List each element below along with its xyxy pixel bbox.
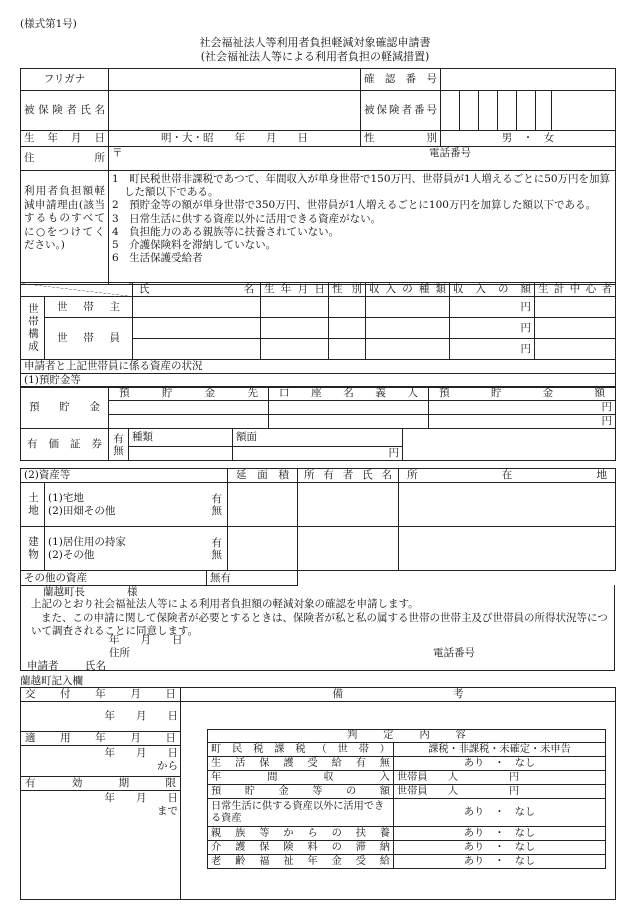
judgment-value[interactable]: 世帯員 人 円: [394, 785, 606, 799]
member-sex[interactable]: [329, 339, 366, 360]
col-income-amount: 収入の額: [450, 283, 535, 297]
head-birth[interactable]: [261, 297, 329, 318]
col-sex: 性別: [329, 283, 366, 297]
head-name[interactable]: [133, 297, 261, 318]
household-table: [20, 282, 616, 388]
amount-field[interactable]: 円: [429, 415, 616, 429]
head-sex[interactable]: [329, 297, 366, 318]
assets-heading: 申請者と上記世帯員に係る資産の状況: [21, 360, 616, 374]
securities-kind-label: 種類: [129, 429, 233, 447]
other-assets-label: その他の資産: [21, 571, 207, 586]
confirm-number-field[interactable]: [441, 69, 616, 91]
address-label: 住所: [21, 147, 109, 171]
declaration-line2: また、この申請に関して保険者が必要とするときは、保険者が私と私の属する世帯の世帯主及び世帯員の所得状況等について調査されることに同意します。: [31, 611, 608, 637]
applicant-label: 申請者: [27, 660, 59, 672]
postal-mark: 〒: [112, 147, 123, 159]
identity-table: [20, 68, 616, 285]
insured-name-label: 被保険者氏名: [21, 91, 109, 131]
land-area[interactable]: [228, 483, 298, 527]
building-area[interactable]: [228, 527, 298, 571]
judgment-value[interactable]: 世帯員 人 円: [394, 771, 606, 785]
reason-item[interactable]: 5 介護保険料を滞納していない。: [112, 239, 277, 252]
form-subtitle: (社会福祉法人等による利用者負担の軽減措置): [200, 50, 430, 63]
land-location[interactable]: [399, 483, 616, 527]
building-owner[interactable]: [298, 527, 399, 571]
remarks-label: 備考: [181, 688, 616, 702]
judgment-value[interactable]: 課税・非課税・未確定・未申告: [394, 743, 606, 757]
birthdate-eras[interactable]: 明・大・昭 年 月 日: [109, 131, 361, 147]
applicant-address-label: 住所: [109, 647, 130, 659]
property-table: [20, 468, 616, 586]
col-holder: 口座名義人: [269, 387, 429, 401]
col-birth: 生年月日: [261, 283, 329, 297]
expire-until: まで: [157, 805, 178, 817]
insured-name-field[interactable]: [109, 91, 361, 131]
member-income-type[interactable]: [366, 318, 450, 339]
form-number: (様式第1号): [20, 18, 77, 30]
securities-amount-label: 額面: [233, 429, 403, 447]
apply-date-value[interactable]: 年 月 日: [104, 747, 178, 759]
reason-item[interactable]: 4 負担能力のある親族等に扶養されていない。: [112, 225, 340, 238]
property-heading: (2)資産等: [21, 469, 228, 483]
bank-field[interactable]: [109, 415, 269, 429]
furigana-field[interactable]: [109, 69, 361, 91]
apply-date-label: 適用年月日: [21, 731, 180, 746]
judgment-value[interactable]: あり ・ なし: [394, 855, 606, 869]
judgment-value[interactable]: あり ・ なし: [394, 757, 606, 771]
building-flag[interactable]: 有 無: [207, 527, 228, 571]
judgment-item: 預貯金等の額: [208, 785, 394, 799]
savings-table: [20, 386, 616, 429]
securities-table: [20, 428, 616, 461]
judgment-item: 日常生活に供する資産以外に活用できる資産: [208, 799, 394, 827]
addressee: 蘭越町長 様: [43, 586, 138, 598]
judgment-item: 老齢福祉年金受給: [208, 855, 394, 869]
insured-number-label: 被保険者番号: [361, 91, 441, 131]
head-income-amount[interactable]: 円: [450, 297, 535, 318]
col-income-type: 収入の種類: [366, 283, 450, 297]
judgment-value[interactable]: あり ・ なし: [394, 799, 606, 827]
amount-field[interactable]: 円: [429, 401, 616, 415]
office-dates: [21, 702, 181, 900]
col-bank: 預貯金先: [109, 387, 269, 401]
apply-from: から: [157, 760, 178, 772]
reason-item[interactable]: 6 生活保護受給者: [112, 252, 203, 265]
reason-item[interactable]: 1 町民税世帯非課税であつて、年間収入が単身世帯で150万円、世帯員が1人増えるごとに50万円を加算した額以下である。: [112, 173, 611, 199]
sex-options[interactable]: 男 ・ 女: [441, 131, 616, 147]
securities-blank: [403, 447, 616, 461]
insured-number-digit[interactable]: [536, 91, 552, 131]
declaration-date[interactable]: 年 月 日: [109, 634, 183, 646]
member-birth[interactable]: [261, 318, 329, 339]
judgment-table: [207, 729, 606, 869]
insured-number-digit[interactable]: [460, 91, 479, 131]
member-income-amount[interactable]: 円: [450, 318, 535, 339]
bank-field[interactable]: [109, 401, 269, 415]
savings-label: 預貯金: [21, 387, 109, 429]
building-label: 建物: [21, 527, 45, 571]
holder-field[interactable]: [269, 415, 429, 429]
insured-number-digit[interactable]: [517, 91, 536, 131]
applicant-phone-label: 電話番号: [433, 647, 475, 659]
applicant-name-label: 氏名: [85, 660, 106, 672]
member-name[interactable]: [133, 318, 261, 339]
judgment-heading: 判定内容: [208, 730, 606, 743]
declaration-line1: 上記のとおり社会福祉法人等による利用者負担額の軽減対象の確認を申請します。: [31, 598, 419, 610]
judgment-item: 町民税課税（世帯）: [208, 743, 394, 757]
col-name: 氏名: [133, 283, 261, 297]
member-name[interactable]: [133, 339, 261, 360]
col-area: 延面積: [228, 469, 298, 483]
insured-number-digit[interactable]: [479, 91, 498, 131]
reason-list[interactable]: [109, 171, 616, 285]
col-location: 所在地: [399, 469, 616, 483]
member-birth[interactable]: [261, 339, 329, 360]
insured-number-digit[interactable]: [441, 91, 460, 131]
judgment-value[interactable]: あり ・ なし: [394, 841, 606, 855]
household-section-label: 世帯構成: [21, 297, 45, 360]
member-breadwinner[interactable]: [535, 318, 616, 339]
col-breadwinner: 生計中心者: [535, 283, 616, 297]
reason-item[interactable]: 2 預貯金等の額が単身世帯で350万円、世帯員が1人増えるごとに100万円を加算した額以下である。: [112, 199, 596, 212]
judgment-item: 生活保護受給有無: [208, 757, 394, 771]
birthdate-label: 生年月日: [21, 131, 109, 147]
reason-label: 利用者負担額軽減申請理由(該当するものすべてに○をつけてください。): [21, 171, 109, 285]
sex-label: 性別: [361, 131, 441, 147]
remarks-area[interactable]: [181, 702, 616, 900]
other-assets-flag[interactable]: 無有: [207, 571, 298, 586]
member-label: 世帯員: [45, 318, 133, 360]
office-table: [20, 687, 616, 900]
member-breadwinner[interactable]: [535, 339, 616, 360]
col-owner: 所有者氏名: [298, 469, 399, 483]
member-sex[interactable]: [329, 318, 366, 339]
form-title: 社会福祉法人等利用者負担軽減対象確認申請書: [199, 36, 431, 49]
issue-date-value[interactable]: 年 月 日: [104, 710, 178, 722]
securities-blank: [403, 429, 616, 447]
member-income-amount[interactable]: 円: [450, 339, 535, 360]
head-breadwinner[interactable]: [535, 297, 616, 318]
securities-kind-field[interactable]: [129, 447, 233, 461]
building-items[interactable]: (1)居住用の持家 (2)その他: [45, 527, 207, 571]
furigana-label: フリガナ: [21, 69, 109, 91]
insured-number-digit[interactable]: [552, 91, 616, 131]
header-diagonal: [21, 283, 133, 297]
judgment-item: 年間収入: [208, 771, 394, 785]
judgment-value[interactable]: あり ・ なし: [394, 827, 606, 841]
expire-label: 有効期限: [21, 776, 180, 791]
phone-label: 電話番号: [429, 147, 471, 159]
savings-heading: (1)預貯金等: [21, 374, 616, 388]
land-flag[interactable]: 有 無: [207, 483, 228, 527]
land-label: 土地: [21, 483, 45, 527]
judgment-item: 親族等からの扶養: [208, 827, 394, 841]
securities-amount-field[interactable]: 円: [233, 447, 403, 461]
judgment-item: 介護保険料の滞納: [208, 841, 394, 855]
member-income-type[interactable]: [366, 339, 450, 360]
expire-value[interactable]: 年 月 日: [104, 792, 178, 804]
securities-label: 有価証券: [21, 429, 109, 461]
office-heading: 蘭越町記入欄: [20, 675, 83, 687]
holder-field[interactable]: [269, 401, 429, 415]
land-items[interactable]: (1)宅地 (2)田畑その他: [45, 483, 207, 527]
reason-item[interactable]: 3 日常生活に供する資産以外に活用できる資産がない。: [112, 212, 382, 225]
confirm-number-label: 確認番号: [361, 69, 441, 91]
head-income-type[interactable]: [366, 297, 450, 318]
other-blank: [298, 571, 616, 586]
building-location[interactable]: [399, 527, 616, 571]
col-amount: 預貯金額: [429, 387, 616, 401]
land-owner[interactable]: [298, 483, 399, 527]
insured-number-digit[interactable]: [498, 91, 517, 131]
head-label: 世帯主: [45, 297, 133, 318]
address-field[interactable]: [109, 147, 616, 171]
issue-date-label: 交付年月日: [21, 688, 181, 702]
securities-flag[interactable]: 有 無: [109, 429, 129, 461]
declaration-box: [20, 585, 615, 671]
